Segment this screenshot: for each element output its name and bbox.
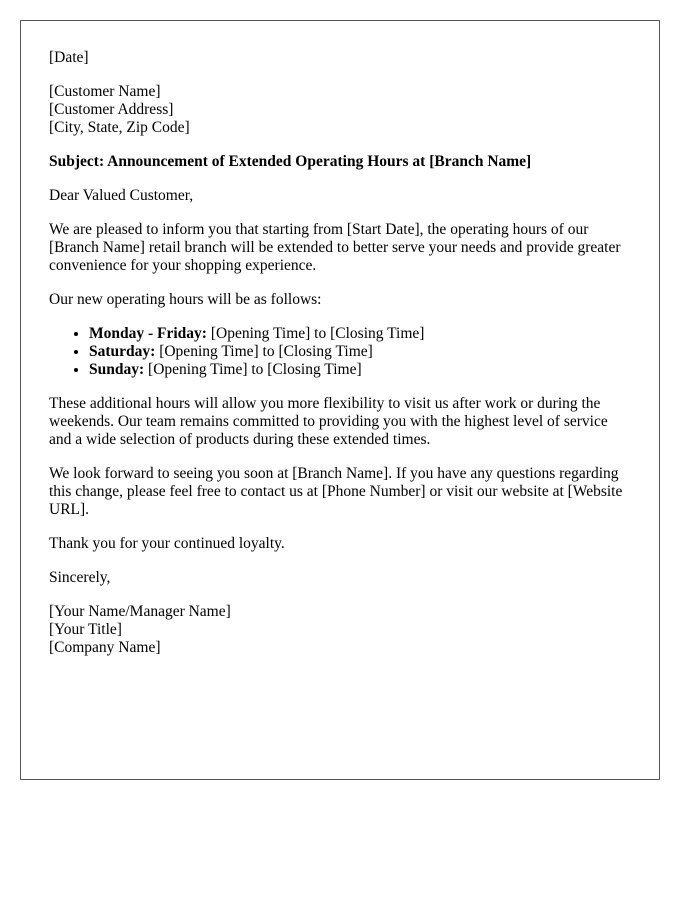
hours-list	[49, 325, 631, 379]
hours-time: [Opening Time] to [Closing Time]	[148, 361, 362, 378]
signature-company: [Company Name]	[49, 639, 161, 656]
hours-day-label: Monday - Friday:	[89, 325, 207, 342]
recipient-name: [Customer Name]	[49, 83, 161, 100]
hours-item-sunday	[89, 361, 631, 379]
hours-time: [Opening Time] to [Closing Time]	[210, 325, 425, 342]
hours-time: [Opening Time] to [Closing Time]	[159, 343, 373, 360]
hours-day-label: Sunday:	[89, 361, 145, 378]
thanks-paragraph: Thank you for your continued loyalty.	[49, 535, 285, 552]
letter-greeting: Dear Valued Customer,	[49, 187, 194, 204]
benefits-paragraph: These additional hours will allow you more flexibility to visit us after work or during the weekends. Our team remains committed to providing you with the highest level of service and a wide selection of products during these extended times.	[49, 395, 608, 448]
letter-date: [Date]	[49, 49, 89, 66]
contact-paragraph: We look forward to seeing you soon at [Branch Name]. If you have any questions regarding this change, please feel free to contact us at [Phone Number] or visit our website at [Website URL].	[49, 465, 623, 518]
recipient-address: [Customer Address]	[49, 101, 174, 118]
hours-intro: Our new operating hours will be as follows:	[49, 291, 322, 308]
intro-paragraph: We are pleased to inform you that starting from [Start Date], the operating hours of our [Branch Name] retail branch will be extended to better serve your needs and provide greater convenience for your shopping experience.	[49, 221, 621, 274]
hours-item-weekdays	[89, 325, 631, 343]
letter-page	[20, 20, 660, 780]
signature-title: [Your Title]	[49, 621, 122, 638]
hours-day-label: Saturday:	[89, 343, 156, 360]
recipient-block	[49, 83, 631, 137]
letter-subject: Subject: Announcement of Extended Operating Hours at [Branch Name]	[49, 153, 532, 170]
recipient-city: [City, State, Zip Code]	[49, 119, 190, 136]
signature-block	[49, 603, 631, 657]
letter-closing: Sincerely,	[49, 569, 111, 586]
signature-name: [Your Name/Manager Name]	[49, 603, 231, 620]
hours-item-saturday	[89, 343, 631, 361]
